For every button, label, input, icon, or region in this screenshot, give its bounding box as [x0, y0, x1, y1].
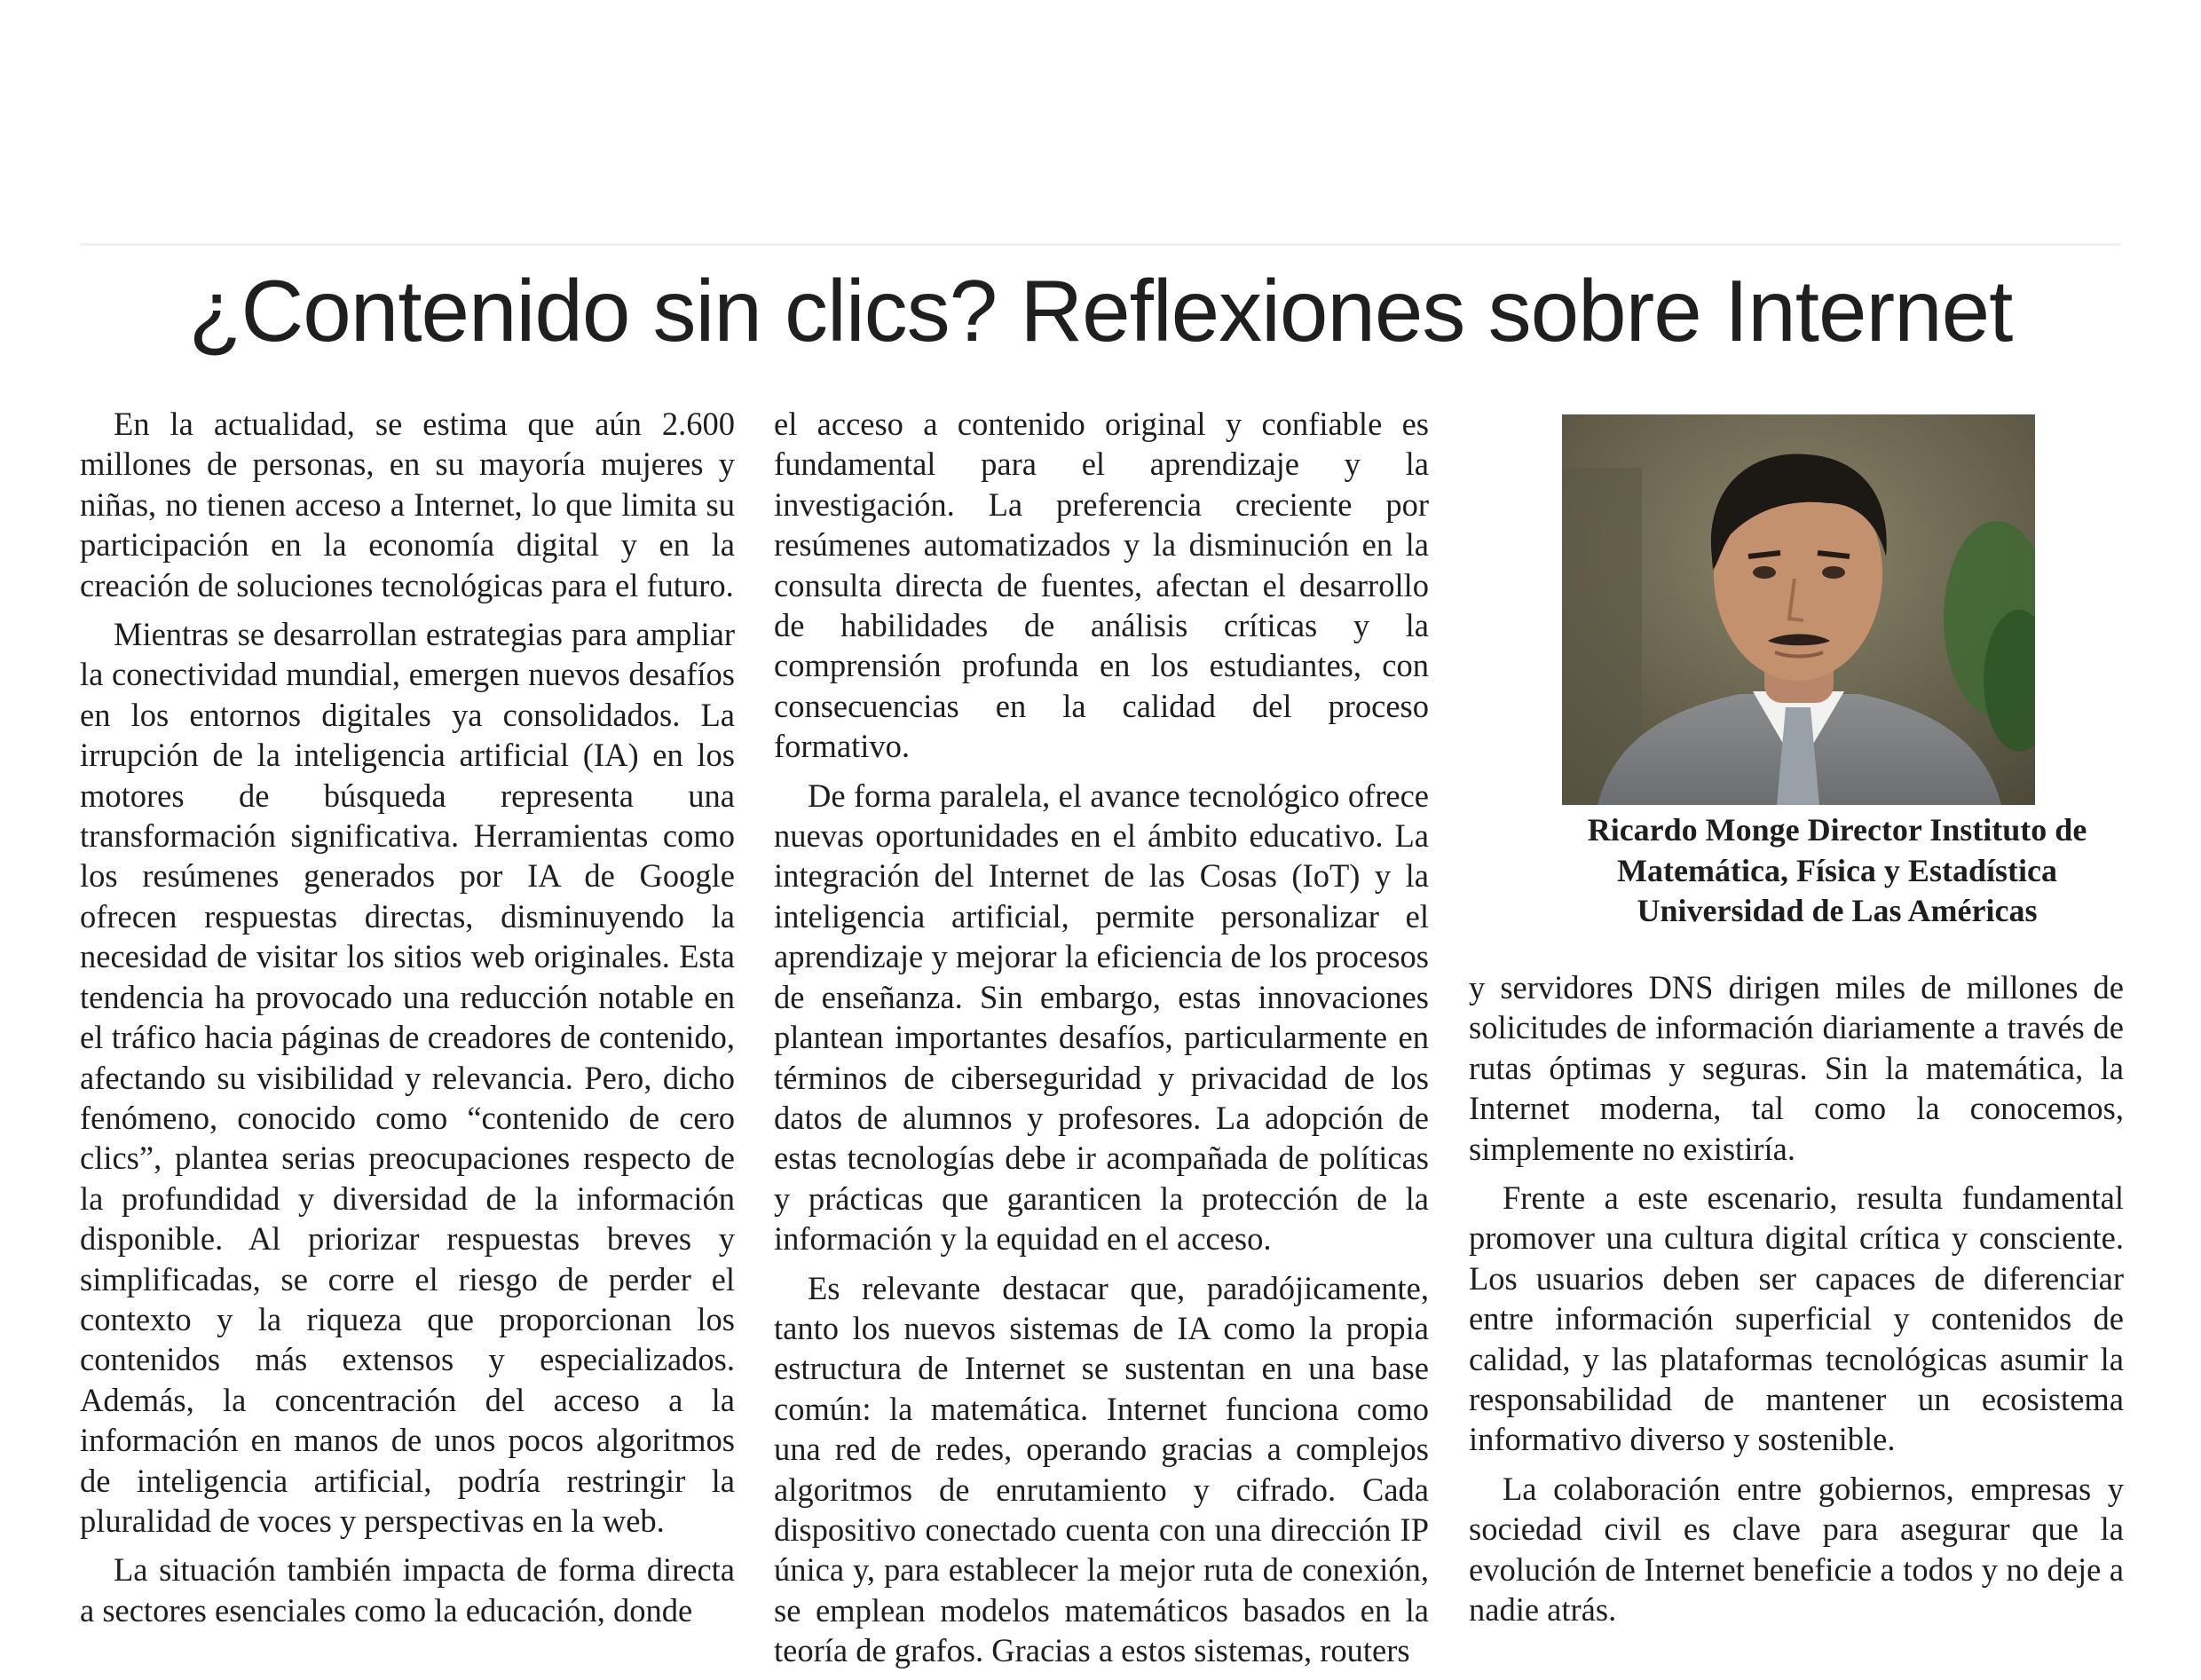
top-divider	[80, 243, 2121, 246]
paragraph: y servidores DNS dirigen miles de millones de solicitudes de información diariamente a través de rutas óptimas y seguras. Sin la matemática, la Internet moderna, tal como la conocemos, simplemente no existiría.	[1469, 969, 2124, 1167]
paragraph: En la actualidad, se estima que aún 2.600 millones de personas, en su mayoría mujeres y niñas, no tienen acceso a Internet, lo que limita su participación en la economía digital y en la creación de soluciones tecnológicas para el futuro.	[80, 406, 735, 603]
caption-line: Universidad de Las Américas	[1637, 893, 2038, 928]
article-column-2	[774, 404, 1429, 1680]
author-photo	[1562, 414, 2035, 805]
paragraph: Mientras se desarrollan estrategias para ampliar la conectividad mundial, emergen nuevos desafíos en los entornos digitales ya consolidados. La irrupción de la inteligencia artificial (IA) en los motores de búsqueda representa una transformación significativa. Herramientas como los resúmenes generados por IA de Google ofrecen respuestas directas, disminuyendo la necesidad de visitar los sitios web originales. Esta tendencia ha provocado una reducción notable en el tráfico hacia páginas de creadores de contenido, afectando su visibilidad y relevancia. Pero, dicho fenómeno, conocido como “contenido de cero clics”, plantea serias preocupaciones respecto de la profundidad y diversidad de la información disponible. Al priorizar respuestas breves y simplificadas, se corre el riesgo de perder el contexto y la riqueza que proporcionan los contenidos más extensos y especializados. Además, la concentración del acceso a la información en manos de unos pocos algoritmos de inteligencia artificial, podría restringir la pluralidad de voces y perspectivas en la web.	[80, 616, 735, 1539]
paragraph: Es relevante destacar que, paradójicamente, tanto los nuevos sistemas de IA como la propia estructura de Internet se sustentan en una base común: la matemática. Internet funciona como una red de redes, operando gracias a complejos algoritmos de enrutamiento y cifrado. Cada dispositivo conectado cuenta con una dirección IP única y, para establecer la mejor ruta de conexión, se emplean modelos matemáticos basados en la teoría de grafos. Gracias a estos sistemas, routers	[774, 1269, 1429, 1669]
paragraph: De forma paralela, el avance tecnológico ofrece nuevas oportunidades en el ámbito educativo. La integración del Internet de las Cosas (IoT) y la inteligencia artificial, permite personalizar el aprendizaje y mejorar la eficiencia de los procesos de enseñanza. Sin embargo, estas innovaciones plantean importantes desafíos, particularmente en términos de ciberseguridad y privacidad de los datos de alumnos y profesores. La adopción de estas tecnologías debe ir acompañada de políticas y prácticas que garanticen la protección de la información y la equidad en el acceso.	[774, 777, 1429, 1258]
article-column-1	[80, 404, 735, 1639]
photo-caption	[1509, 810, 2166, 932]
caption-line: Ricardo Monge Director Instituto de	[1587, 812, 2087, 848]
paragraph: La colaboración entre gobiernos, empresas y sociedad civil es clave para asegurar que la evolución de Internet beneficie a todos y no deje a nadie atrás.	[1469, 1470, 2124, 1629]
paragraph: el acceso a contenido original y confiable es fundamental para el aprendizaje y la investigación. La preferencia creciente por resúmenes automatizados y la disminución en la consulta directa de fuentes, afectan el desarrollo de habilidades de análisis críticas y la comprensión profunda en los estudiantes, con consecuencias en la calidad del proceso formativo.	[774, 406, 1429, 765]
author-portrait-illustration	[1562, 414, 2035, 805]
paragraph: La situación también impacta de forma directa a sectores esenciales como la educación, donde	[80, 1551, 735, 1629]
article-column-3	[1469, 967, 2124, 1639]
caption-line: Matemática, Física y Estadística	[1617, 852, 2057, 888]
paragraph: Frente a este escenario, resulta fundamental promover una cultura digital crítica y consciente. Los usuarios deben ser capaces de diferenciar entre información superficial y contenidos de calidad, y las plataformas tecnológicas asumir la responsabilidad de mantener un ecosistema informativo diverso y sostenible.	[1469, 1179, 2124, 1458]
article-headline: ¿Contenido sin clics? Reflexiones sobre Internet	[188, 262, 2013, 359]
